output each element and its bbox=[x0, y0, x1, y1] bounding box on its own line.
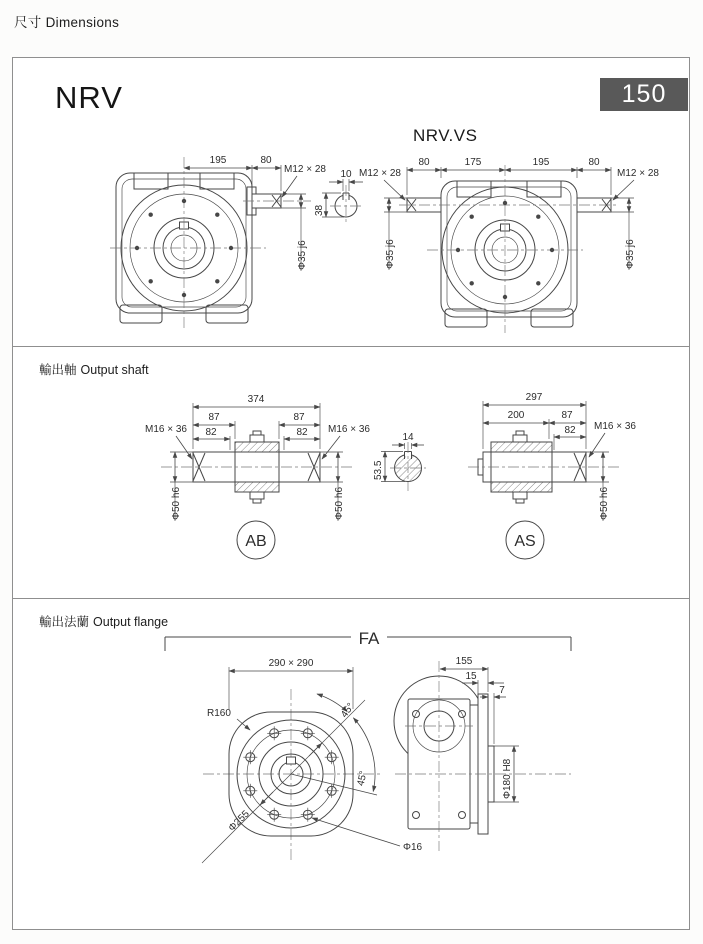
as-label: AS bbox=[514, 533, 536, 550]
dim-hole-dia: Φ16 bbox=[403, 842, 423, 853]
dim-15: 15 bbox=[465, 671, 477, 682]
page-title bbox=[14, 11, 123, 31]
thread-label: M16 × 36 bbox=[594, 421, 636, 432]
section-output-shaft bbox=[13, 346, 689, 598]
output-flange-header bbox=[39, 612, 172, 630]
output-key-detail bbox=[373, 432, 426, 491]
fa-bracket bbox=[165, 629, 571, 651]
size-badge: 150 bbox=[600, 78, 688, 111]
dim-angle-right: 45° bbox=[355, 769, 370, 788]
dim-155: 155 bbox=[455, 656, 473, 667]
thread-label-left: M16 × 36 bbox=[145, 424, 187, 435]
dim-82-right: 82 bbox=[296, 427, 308, 438]
drawing-frame bbox=[12, 57, 690, 930]
dim-bolt-circle: Φ255 bbox=[226, 808, 252, 834]
shaft-dia-label-left: Φ35 j6 bbox=[385, 239, 396, 269]
dim-195: 195 bbox=[209, 155, 227, 166]
dim-87-left: 87 bbox=[208, 412, 220, 423]
model-label: NRV bbox=[55, 80, 123, 115]
thread-label-right: M16 × 36 bbox=[328, 424, 370, 435]
section-output-flange bbox=[13, 598, 689, 931]
page-title-en: Dimensions bbox=[45, 15, 120, 30]
page-title-zh: 尺寸 bbox=[14, 15, 42, 30]
output-shaft-header bbox=[39, 360, 153, 378]
dim-82: 82 bbox=[564, 425, 576, 436]
output-flange-drawing-svg bbox=[13, 599, 691, 929]
dim-angle-top: 45° bbox=[339, 701, 357, 720]
flange-front-dimensions bbox=[202, 658, 423, 863]
nrv-vs-dimensions bbox=[359, 157, 659, 270]
thread-label: M12 × 28 bbox=[284, 164, 326, 175]
dim-80-left: 80 bbox=[418, 157, 430, 168]
dim-key-height: 38 bbox=[314, 204, 325, 216]
dia-label-right: Φ50 h6 bbox=[334, 486, 345, 520]
ab-label: AB bbox=[245, 533, 267, 550]
flange-side-view bbox=[394, 661, 571, 851]
nrv-key-detail bbox=[314, 169, 363, 224]
dim-80: 80 bbox=[260, 155, 272, 166]
dim-297: 297 bbox=[525, 392, 543, 403]
shaft-dia-label-right: Φ35 j6 bbox=[625, 239, 636, 269]
ab-shaft-view bbox=[161, 431, 355, 559]
dim-corner-radius: R160 bbox=[207, 708, 231, 719]
dim-80-right: 80 bbox=[588, 157, 600, 168]
output-shaft-drawing-svg bbox=[13, 347, 691, 597]
dim-key-width: 10 bbox=[340, 169, 352, 180]
thread-label-right: M12 × 28 bbox=[617, 168, 659, 179]
fa-label: FA bbox=[358, 629, 380, 648]
dim-square: 290 × 290 bbox=[268, 658, 314, 669]
dim-14: 14 bbox=[402, 432, 414, 443]
shaft-dia-label: Φ35 j6 bbox=[297, 240, 308, 270]
thread-label-left: M12 × 28 bbox=[359, 168, 401, 179]
output-shaft-header-zh: 輸出軸 bbox=[39, 363, 77, 377]
dim-195: 195 bbox=[532, 157, 550, 168]
dim-374: 374 bbox=[247, 394, 265, 405]
dim-200: 200 bbox=[507, 410, 525, 421]
dim-87: 87 bbox=[561, 410, 573, 421]
section-dimensions bbox=[13, 58, 689, 346]
output-shaft-header-en: Output shaft bbox=[80, 363, 149, 377]
output-flange-header-en: Output flange bbox=[93, 615, 169, 629]
dim-87-right: 87 bbox=[293, 412, 305, 423]
dia-label: Φ50 h6 bbox=[599, 486, 610, 520]
dim-53-5: 53.5 bbox=[373, 460, 384, 480]
nrv-vs-front-view bbox=[399, 165, 619, 333]
dim-82-left: 82 bbox=[205, 427, 217, 438]
dim-175: 175 bbox=[464, 157, 482, 168]
output-flange-header-zh: 輸出法蘭 bbox=[39, 615, 90, 629]
dim-7: 7 bbox=[499, 685, 505, 696]
model-vs-label: NRV.VS bbox=[413, 126, 478, 145]
dim-pilot-dia: Φ180 H8 bbox=[502, 758, 513, 799]
dia-label-left: Φ50 h6 bbox=[171, 486, 182, 520]
